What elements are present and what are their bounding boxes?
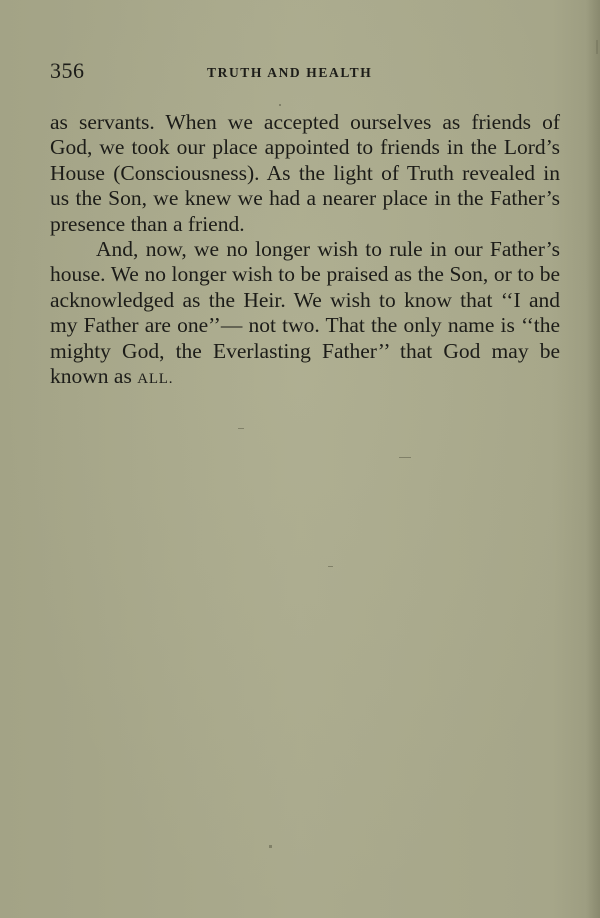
paragraph-2-text: And, now, we no longer wish to rule in our Father’s house. We no longer wish to be praised as the Son, or to be acknowledged as the Heir. We wish to know that ‘‘I and my Father are one’’— not two. That the only name is ‘‘the mighty God, the Everlasting Father’’ that God may be known as (50, 237, 560, 389)
page-edge-shadow (586, 0, 600, 918)
paper-speck (596, 40, 598, 54)
page-header (50, 58, 560, 88)
paragraph-2 (50, 237, 560, 392)
paragraph-1: as servants. When we accepted ourselves as friends of God, we took our place appointed to friends in the Lord’s House (Consciousness). As the light of Truth revealed in us the Son, we knew we had a nearer place in the Father’s presence than a friend. (50, 110, 560, 236)
paper-speck (269, 845, 272, 848)
paper-speck (328, 566, 333, 567)
running-title: TRUTH AND HEALTH (207, 65, 373, 80)
body-text (50, 110, 560, 392)
paper-speck (279, 104, 281, 106)
paper-speck (399, 457, 411, 458)
paragraph-2-ending: ALL. (137, 371, 174, 388)
page-number: 356 (50, 58, 85, 83)
paper-speck (238, 428, 244, 429)
